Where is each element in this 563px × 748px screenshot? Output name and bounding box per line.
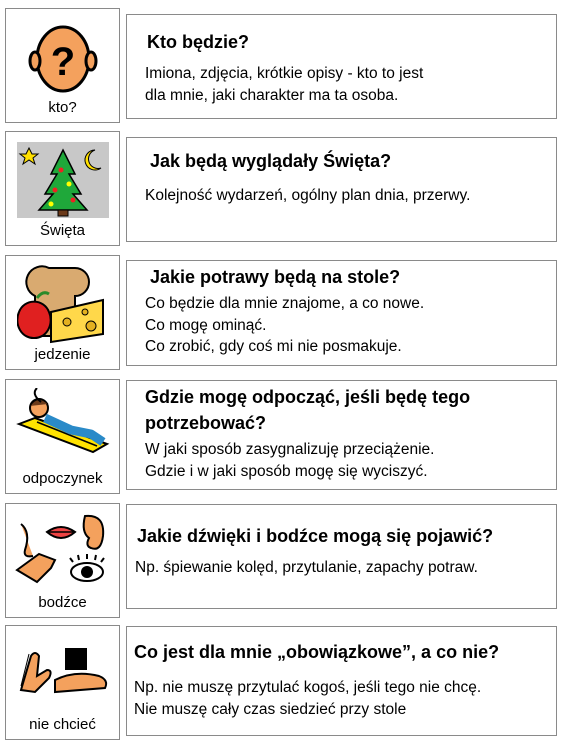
icon-card-senses: [5, 503, 120, 618]
icon-card-christmas: [5, 131, 120, 246]
card-title: Co jest dla mnie „obowiązkowe”, a co nie?: [134, 642, 500, 662]
card-title: Kto będzie?: [147, 32, 249, 52]
card-title: Gdzie mogę odpocząć, jeśli będę tego potrzebować?: [145, 387, 471, 433]
card-refuse: [126, 626, 557, 736]
card-senses: [126, 504, 557, 609]
card-rest: [126, 380, 557, 490]
card-line: Co mogę ominąć.: [145, 316, 267, 334]
resting-person-icon: [15, 388, 111, 458]
card-line: Kolejność wydarzeń, ogólny plan dnia, przerwy.: [145, 187, 471, 204]
card-title: Jakie dźwięki i bodźce mogą się pojawić?: [137, 526, 494, 546]
card-title: Jakie potrawy będą na stole?: [150, 267, 401, 287]
card-line: Imiona, zdjęcia, krótkie opisy - kto to jest: [145, 65, 424, 82]
icon-label-rest: odpoczynek: [22, 470, 103, 487]
icon-label-senses: bodźce: [38, 594, 87, 611]
svg-text:?: ?: [50, 40, 75, 84]
card-line: Gdzie i w jaki sposób mogę się wyciszyć.: [145, 462, 428, 480]
icon-card-who: [5, 8, 120, 123]
card-food: [126, 260, 557, 366]
icon-card-rest: [5, 379, 120, 494]
senses-icon: [15, 512, 111, 590]
question-head-icon: [23, 15, 103, 97]
food-icon: [17, 264, 109, 346]
icon-card-refuse: [5, 625, 120, 740]
card-line: dla mnie, jaki charakter ma ta osoba.: [145, 86, 399, 104]
card-who: [126, 14, 557, 119]
card-line: Np. nie muszę przytulać kogoś, jeśli tego nie chcę.: [134, 679, 482, 696]
icon-label-refuse: nie chcieć: [29, 716, 96, 733]
card-title: Jak będą wyglądały Święta?: [150, 151, 392, 171]
christmas-tree-icon: [17, 142, 109, 218]
card-line: W jaki sposób zasygnalizuję przeciążenie.: [145, 441, 435, 458]
icon-label-who: kto?: [48, 99, 77, 116]
refusing-hands-icon: [15, 640, 111, 700]
icon-label-christmas: Święta: [39, 222, 86, 239]
card-line: Co będzie dla mnie znajome, a co nowe.: [145, 295, 425, 312]
card-christmas: [126, 137, 557, 242]
icon-card-food: [5, 255, 120, 370]
icon-label-food: jedzenie: [34, 346, 91, 363]
card-line: Co zrobić, gdy coś mi nie posmakuje.: [145, 338, 402, 355]
card-line: Np. śpiewanie kolęd, przytulanie, zapachy potraw.: [135, 559, 478, 576]
card-line: Nie muszę cały czas siedzieć przy stole: [134, 700, 407, 718]
